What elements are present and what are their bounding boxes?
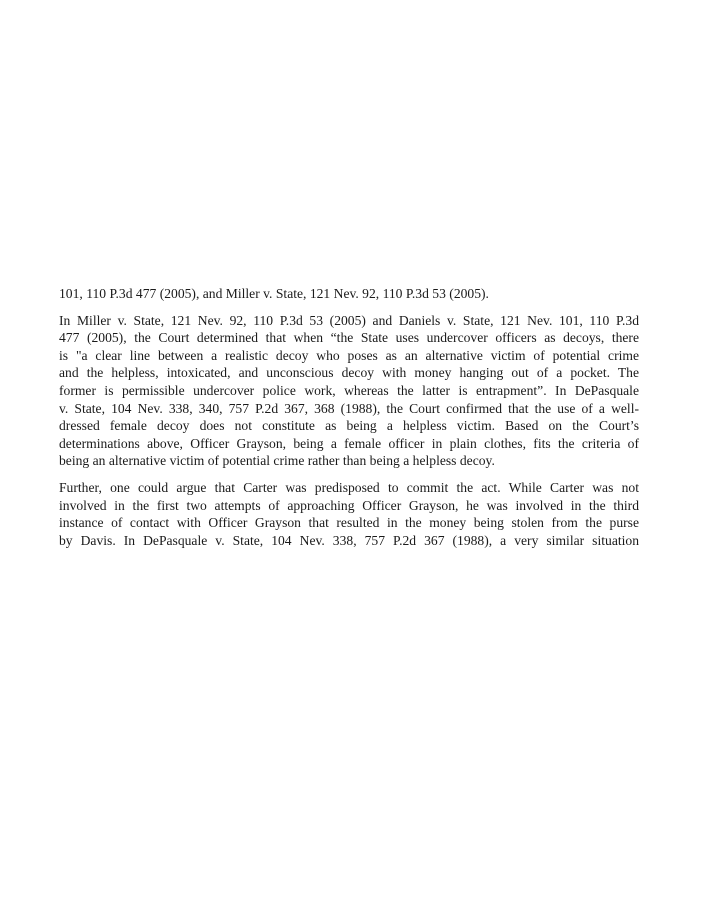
paragraph-line: by Davis. In DePasquale v. State, 104 Nev. 338, 757 P.2d 367 (1988), a very similar situation	[59, 532, 639, 548]
paragraph-predisposition	[59, 479, 639, 549]
paragraph-line: being an alternative victim of potential crime rather than being a helpless decoy.	[59, 453, 495, 469]
paragraph-line: 477 (2005), the Court determined that when “the State uses undercover officers as decoys, there	[59, 330, 639, 346]
paragraph-line: In Miller v. State, 121 Nev. 92, 110 P.3d 53 (2005) and Daniels v. State, 121 Nev. 101, 110 P.3d	[59, 312, 639, 328]
paragraph-line: determinations above, Officer Grayson, being a female officer in plain clothes, fits the criteria of	[59, 435, 639, 451]
document-body	[59, 285, 639, 558]
paragraph-line: involved in the first two attempts of approaching Officer Grayson, he was involved in the third	[59, 497, 639, 513]
paragraph-line: is "a clear line between a realistic decoy who poses as an alternative victim of potential crime	[59, 347, 639, 363]
paragraph-line: and the helpless, intoxicated, and unconscious decoy with money hanging out of a pocket. The	[59, 365, 639, 381]
paragraph-line: former is permissible undercover police work, whereas the latter is entrapment”. In DePasquale	[59, 382, 639, 398]
paragraph-line: instance of contact with Officer Grayson that resulted in the money being stolen from the purse	[59, 515, 639, 531]
paragraph-entrapment-standard	[59, 312, 639, 470]
paragraph-line: v. State, 104 Nev. 338, 340, 757 P.2d 367, 368 (1988), the Court confirmed that the use of a well-	[59, 400, 639, 416]
citation-continuation-line: 101, 110 P.3d 477 (2005), and Miller v. State, 121 Nev. 92, 110 P.3d 53 (2005).	[59, 286, 489, 301]
paragraph-line: Further, one could argue that Carter was predisposed to commit the act. While Carter was not	[59, 479, 639, 495]
paragraph-line: dressed female decoy does not constitute as being a helpless victim. Based on the Court’s	[59, 418, 639, 434]
